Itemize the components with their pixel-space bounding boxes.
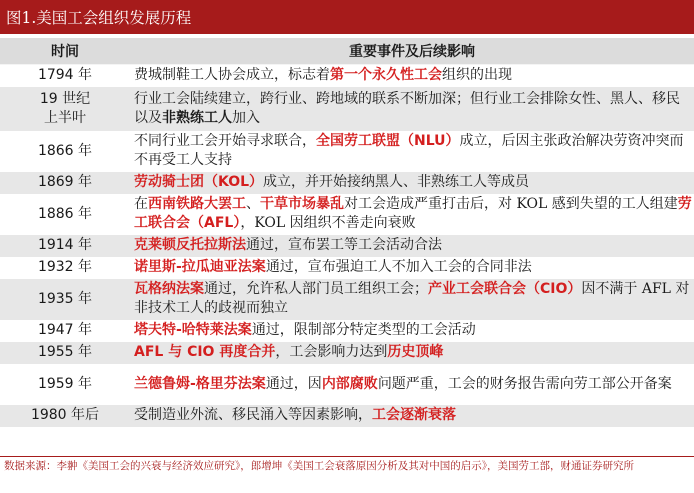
event-highlight: AFL 与 CIO 再度合并	[134, 344, 276, 360]
table-row	[0, 405, 694, 427]
table-row	[0, 279, 694, 320]
event-emphasis: 非熟练工人	[162, 109, 232, 126]
event-text: 加入	[232, 109, 260, 126]
table-row	[0, 235, 694, 257]
event-highlight: 西南铁路大罢工	[148, 196, 246, 212]
figure-title	[0, 0, 694, 34]
table-row	[0, 194, 694, 235]
event-text: 不同行业工会开始寻求联合，	[134, 133, 316, 149]
event-text: 通过，允许私人部门员工组织工会；	[204, 281, 428, 297]
row-time	[0, 194, 130, 235]
row-event	[130, 279, 694, 320]
row-event	[130, 87, 694, 131]
table-body	[0, 65, 694, 427]
event-highlight: 瓦格纳法案	[134, 281, 204, 297]
row-time-line: 1947 年	[37, 322, 93, 338]
source-note: 数据来源：李翀《美国工会的兴衰与经济效应研究》，郎增坤《美国工会衰落原因分析及其对中国的启示》，美国劳工部，财通证券研究所	[4, 460, 634, 472]
row-time-line: 1886 年	[37, 205, 93, 222]
table-row	[0, 65, 694, 87]
row-time	[0, 342, 130, 364]
row-time	[0, 235, 130, 257]
row-time-line: 1959 年	[37, 375, 93, 392]
event-text: 、	[246, 196, 260, 212]
row-time-line: 1914 年	[37, 237, 93, 253]
event-highlight: 工会逐渐衰落	[372, 407, 456, 423]
event-text: 成立，并开始接纳黑人、非熟练工人等成员	[263, 174, 530, 190]
event-highlight: 塔夫特-哈特莱法案	[134, 322, 252, 338]
header-time: 时间	[0, 38, 130, 65]
table-row	[0, 342, 694, 364]
row-time	[0, 65, 130, 87]
event-highlight: 产业工会联合会（CIO）	[428, 281, 582, 297]
event-text: 问题严重，工会的财务报告需向劳工部公开备案	[377, 375, 672, 392]
event-text: 通过，宣布罢工等工会活动合法	[246, 237, 442, 253]
row-event	[130, 364, 694, 405]
row-time-line: 1935 年	[37, 290, 93, 307]
row-time-line: 1980 年后	[30, 407, 100, 423]
event-text: ，KOL 因组织不善走向衰败	[240, 215, 416, 231]
event-highlight: 干草市场暴乱	[260, 196, 344, 212]
table-row	[0, 320, 694, 342]
row-time	[0, 405, 130, 427]
event-highlight: 兰德鲁姆-格里芬法案	[134, 375, 266, 392]
event-text: 行业工会陆续建立，跨行业、跨地域的联系不断加深；但行业工会排除女性、黑人、移民以及	[134, 90, 680, 126]
table-row	[0, 257, 694, 279]
event-highlight: 劳动骑士团（KOL）	[134, 174, 264, 190]
row-event	[130, 235, 694, 257]
event-highlight: 克莱顿反托拉斯法	[134, 237, 246, 253]
row-time-line: 上半叶	[44, 109, 86, 126]
row-time-line: 1955 年	[37, 344, 93, 360]
table-row	[0, 364, 694, 405]
row-event	[130, 131, 694, 172]
figure-title-text: 图1.美国工会组织发展历程	[6, 9, 192, 27]
event-text: 通过，因	[265, 375, 322, 392]
row-event	[130, 405, 694, 427]
event-text: 因不满于 AFL 对非技术工人的歧视而独立	[134, 281, 690, 316]
row-event	[130, 172, 694, 194]
event-text: 对工会造成严重打击后，对 KOL 感到失望的工人组建	[344, 196, 678, 212]
row-event	[130, 194, 694, 235]
row-time	[0, 364, 130, 405]
row-time-line: 1794 年	[37, 67, 93, 84]
row-time	[0, 87, 130, 131]
row-time-line: 1932 年	[37, 259, 93, 275]
event-text: 费城制鞋工人协会成立，标志着	[134, 67, 330, 84]
row-time-line: 19 世纪	[39, 90, 91, 107]
row-time	[0, 172, 130, 194]
row-time	[0, 131, 130, 172]
row-time-line: 1869 年	[37, 174, 93, 190]
row-time	[0, 257, 130, 279]
table-row	[0, 131, 694, 172]
event-text: 在	[134, 196, 148, 212]
history-table	[0, 38, 694, 427]
event-text: 通过，限制部分特定类型的工会活动	[251, 322, 476, 338]
row-time	[0, 320, 130, 342]
event-highlight: 历史顶峰	[387, 344, 444, 360]
row-time	[0, 279, 130, 320]
header-events: 重要事件及后续影响	[130, 38, 694, 65]
footer-divider	[0, 456, 694, 457]
event-text: ，工会影响力达到	[275, 344, 388, 360]
event-text: 受制造业外流、移民涌入等因素影响，	[134, 407, 372, 423]
table-header-row	[0, 38, 694, 65]
event-text: 组织的出现	[442, 67, 512, 84]
row-time-line: 1866 年	[37, 142, 93, 159]
event-highlight: 第一个永久性工会	[330, 67, 442, 84]
event-highlight: 全国劳工联盟（NLU）	[316, 133, 460, 149]
table-row	[0, 172, 694, 194]
row-event	[130, 342, 694, 364]
event-text: 通过，宣布强迫工人不加入工会的合同非法	[265, 259, 532, 275]
table-row	[0, 87, 694, 131]
row-event	[130, 257, 694, 279]
row-event	[130, 65, 694, 87]
event-highlight: 内部腐败	[321, 375, 378, 392]
event-highlight: 劳工联合会（AFL）	[134, 196, 692, 231]
event-highlight: 诺里斯-拉瓜迪亚法案	[134, 259, 266, 275]
row-event	[130, 320, 694, 342]
event-text: 成立，后因主张政治解决劳资冲突而不再受工人支持	[134, 133, 684, 168]
